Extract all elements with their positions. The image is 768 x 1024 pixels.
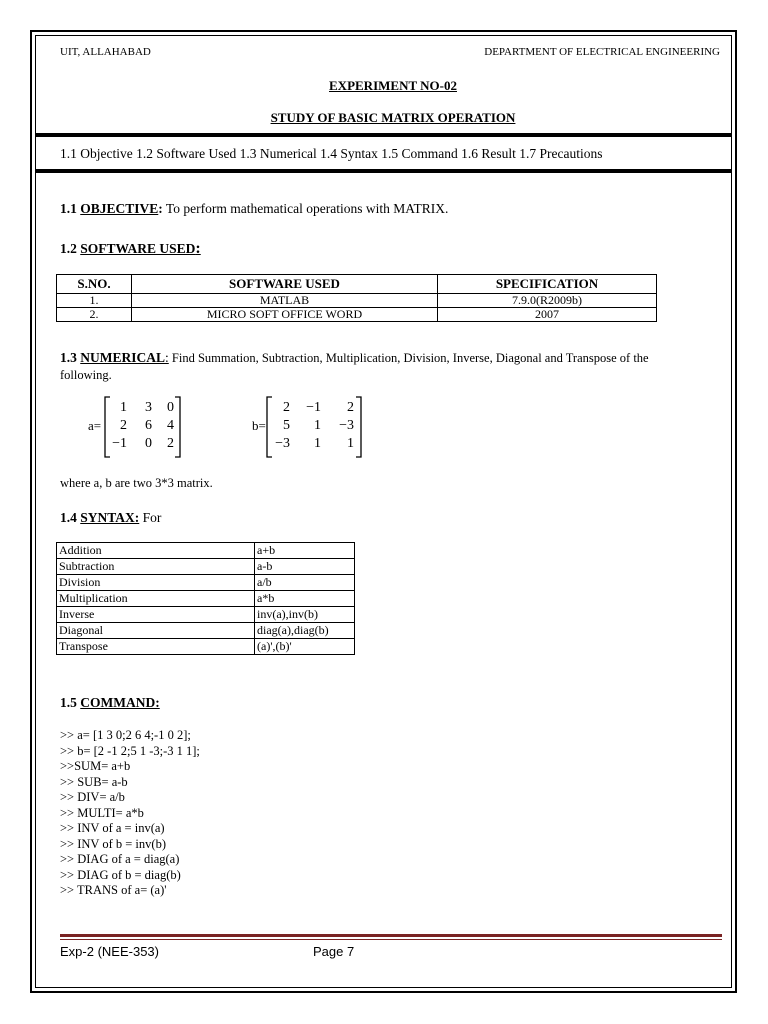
table-of-contents: 1.1 Objective 1.2 Software Used 1.3 Numerical 1.4 Syntax 1.5 Command 1.6 Result 1.7 Precautions (60, 146, 603, 161)
matrix-b-right-bracket (355, 396, 363, 458)
matrix-b-cell: 2 (283, 400, 290, 415)
table-cell: Multiplication (57, 591, 255, 607)
table-row (57, 591, 355, 607)
table-cell: Addition (57, 543, 255, 559)
table-cell: Subtraction (57, 559, 255, 575)
syntax-number: 1.4 (60, 510, 77, 525)
table-cell: Diagonal (57, 623, 255, 639)
matrix-a-cell: 0 (145, 436, 152, 451)
software-table-header (57, 275, 657, 294)
table-row (57, 543, 355, 559)
command-line: >> DIV= a/b (60, 790, 125, 804)
command-line: >> a= [1 3 0;2 6 4;-1 0 2]; (60, 728, 191, 742)
matrix-b-cell: 1 (314, 418, 321, 433)
software-colon: : (195, 240, 201, 257)
experiment-title: EXPERIMENT NO-02 (329, 78, 457, 93)
table-cell: 1. (57, 294, 132, 308)
matrix-b-cell: 5 (283, 418, 290, 433)
header-institute: UIT, ALLAHABAD (60, 46, 151, 58)
table-cell: a-b (255, 559, 355, 575)
table-cell: diag(a),diag(b) (255, 623, 355, 639)
matrix-b-cell: 1 (314, 436, 321, 451)
matrix-b-cell: 2 (347, 400, 354, 415)
numerical-section (60, 350, 649, 366)
footer-rule-thick (60, 934, 722, 937)
matrix-a-cell: 2 (167, 436, 174, 451)
command-line: >> DIAG of b = diag(b) (60, 867, 181, 882)
command-line: >> b= [2 -1 2;5 1 -3;-3 1 1]; (60, 743, 200, 758)
table-cell: Inverse (57, 607, 255, 623)
syntax-text: For (139, 510, 162, 525)
numerical-number: 1.3 (60, 350, 77, 365)
table-cell: Transpose (57, 639, 255, 655)
numerical-text-line2: following. (60, 368, 112, 382)
matrix-a-cell: 0 (167, 400, 174, 415)
command-line: >>SUM= a+b (60, 759, 131, 773)
matrix-note: where a, b are two 3*3 matrix. (60, 476, 213, 490)
command-section (60, 695, 160, 711)
table-cell: a/b (255, 575, 355, 591)
matrix-b-label: b= (252, 418, 266, 433)
matrix-a-label: a= (88, 418, 102, 433)
syntax-section (60, 510, 161, 526)
matrix-a-cell: 6 (145, 418, 152, 433)
col-sno: S.NO. (57, 275, 132, 294)
top-rule (36, 133, 732, 137)
numerical-colon: : (165, 350, 169, 365)
table-cell: 2007 (438, 308, 657, 322)
footer-page-number: Page 7 (313, 944, 355, 959)
numerical-heading: NUMERICAL (80, 350, 166, 365)
study-title: STUDY OF BASIC MATRIX OPERATION (270, 110, 516, 125)
table-cell: a+b (255, 543, 355, 559)
table-row (57, 559, 355, 575)
command-heading: COMMAND: (80, 695, 160, 710)
objective-colon: : (158, 201, 163, 216)
matrix-a-cell: 4 (167, 418, 174, 433)
command-listing (60, 728, 200, 899)
table-cell: 2. (57, 308, 132, 322)
objective-heading: OBJECTIVE (80, 201, 159, 216)
software-table (56, 274, 657, 322)
table-cell: 7.9.0(R2009b) (438, 294, 657, 308)
syntax-heading: SYNTAX: (80, 510, 140, 525)
matrix-a-cell: −1 (112, 436, 127, 451)
matrix-a-right-bracket (174, 396, 182, 458)
matrix-a-cell: 3 (145, 400, 152, 415)
command-line: >> INV of a = inv(a) (60, 821, 165, 835)
command-number: 1.5 (60, 695, 77, 710)
objective-section (60, 201, 448, 217)
table-cell: inv(a),inv(b) (255, 607, 355, 623)
software-heading: SOFTWARE USED (80, 241, 196, 256)
table-row (57, 294, 657, 308)
matrix-b-cell: −3 (339, 418, 354, 433)
command-line: >> INV of b = inv(b) (60, 836, 166, 851)
col-specification: SPECIFICATION (438, 275, 657, 294)
numerical-text: Find Summation, Subtraction, Multiplication, Division, Inverse, Diagonal and Transpose of the (168, 351, 649, 365)
software-number: 1.2 (60, 241, 77, 256)
table-row (57, 607, 355, 623)
matrix-a-cell: 1 (120, 400, 127, 415)
software-section (60, 240, 201, 258)
footer-course-code: Exp-2 (NEE-353) (60, 944, 159, 959)
col-software: SOFTWARE USED (132, 275, 438, 294)
command-line: >> DIAG of a = diag(a) (60, 852, 180, 866)
table-cell: MICRO SOFT OFFICE WORD (132, 308, 438, 322)
matrix-a-cell: 2 (120, 418, 127, 433)
objective-text: To perform mathematical operations with MATRIX. (162, 201, 449, 216)
matrix-b-cell: 1 (347, 436, 354, 451)
syntax-table (56, 542, 355, 655)
table-row (57, 575, 355, 591)
command-line: >> SUB= a-b (60, 774, 128, 789)
table-cell: Division (57, 575, 255, 591)
matrix-b-cell: −1 (306, 400, 321, 415)
bottom-rule (36, 169, 732, 173)
table-row (57, 639, 355, 655)
matrix-b-cell: −3 (275, 436, 290, 451)
command-line: >> TRANS of a= (a)' (60, 883, 167, 897)
header-department: DEPARTMENT OF ELECTRICAL ENGINEERING (484, 46, 720, 58)
table-row (57, 308, 657, 322)
table-cell: a*b (255, 591, 355, 607)
objective-number: 1.1 (60, 201, 77, 216)
footer-rule-thin (60, 939, 722, 940)
table-cell: MATLAB (132, 294, 438, 308)
command-line: >> MULTI= a*b (60, 805, 144, 820)
table-cell: (a)',(b)' (255, 639, 355, 655)
table-row (57, 623, 355, 639)
